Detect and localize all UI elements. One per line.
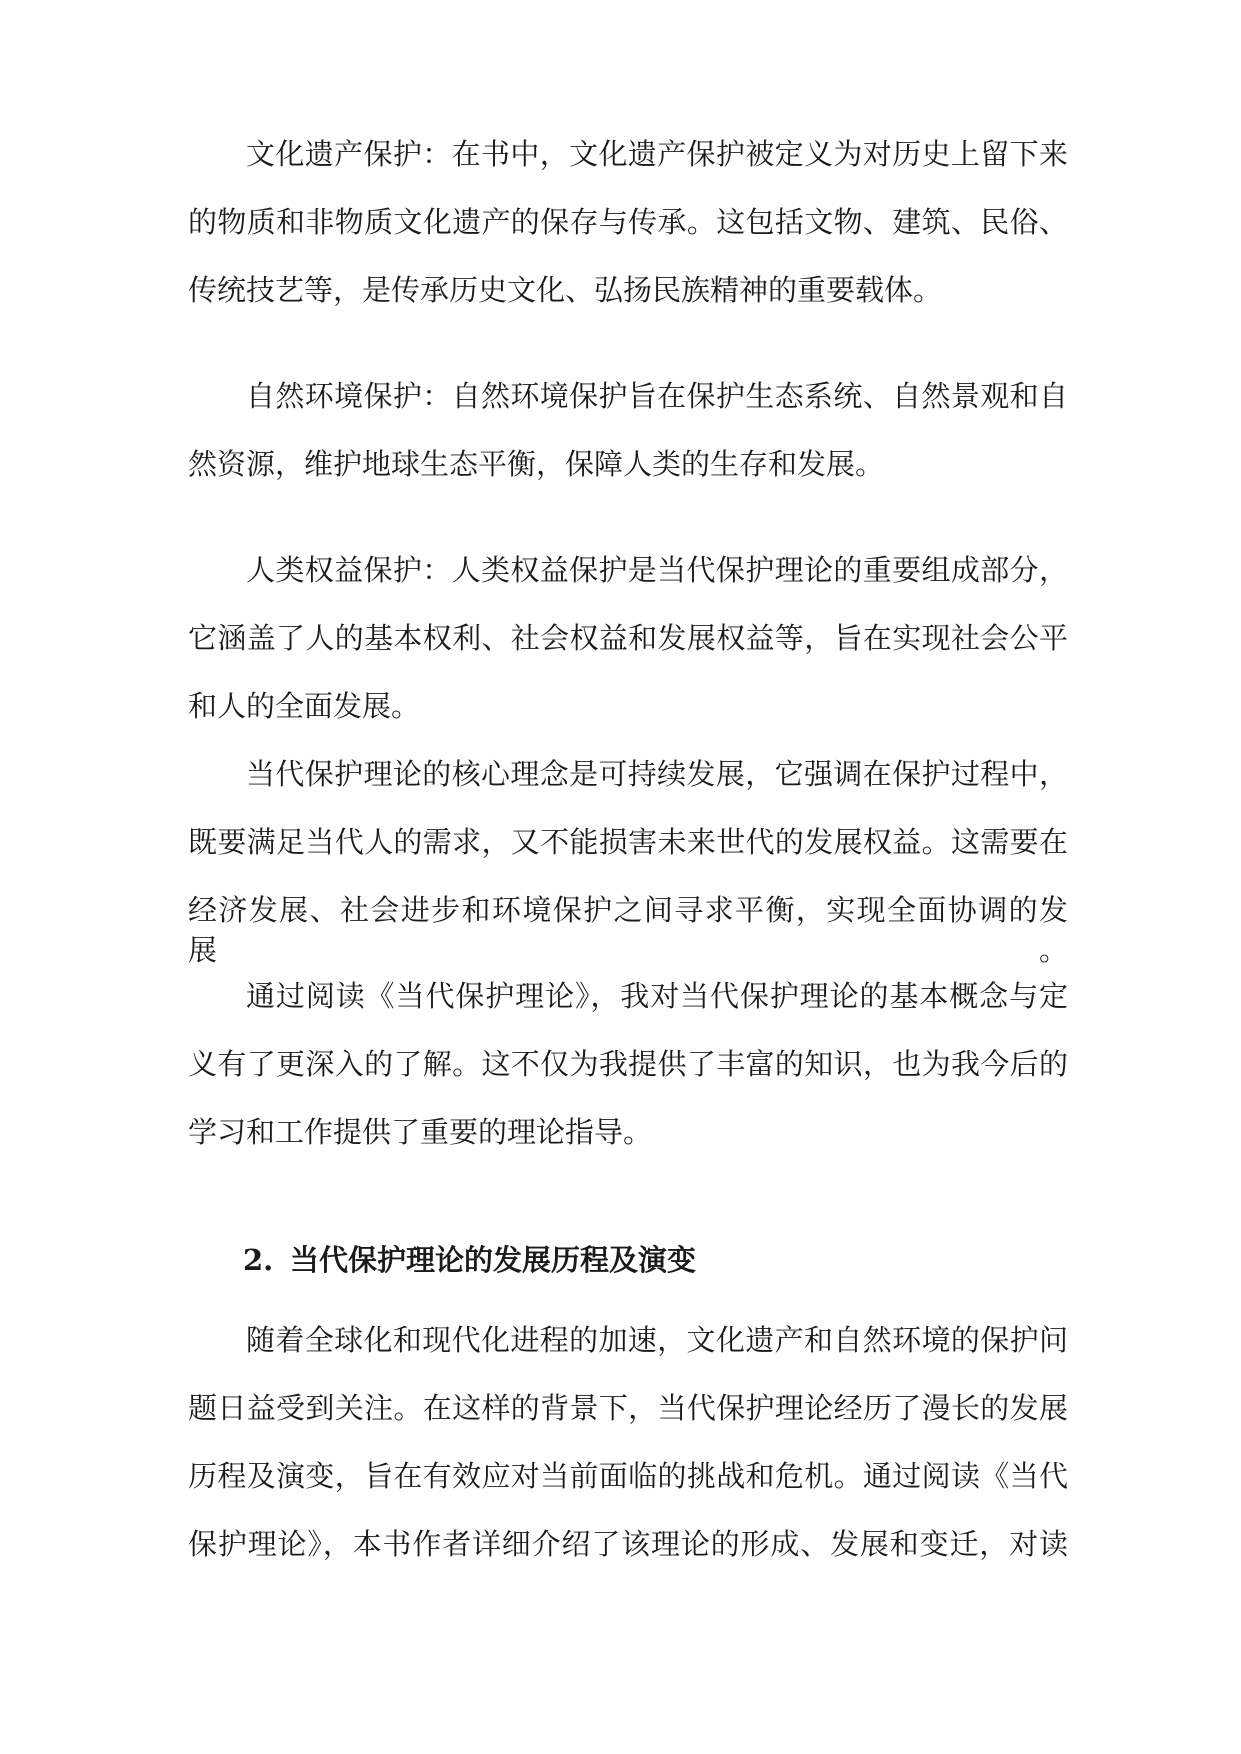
text-line: 义有了更深入的了解。这不仅为我提供了丰富的知识，也为我今后的 — [188, 1047, 1068, 1081]
section-title: 当代保护理论的发展历程及演变 — [290, 1243, 697, 1277]
text-line: 学习和工作提供了重要的理论指导。 — [188, 1115, 653, 1149]
text-line: 保护理论》，本书作者详细介绍了该理论的形成、发展和变迁，对读 — [188, 1527, 1068, 1561]
text-line: 它涵盖了人的基本权利、社会权益和发展权益等，旨在实现社会公平 — [188, 621, 1068, 655]
text-line: 人类权益保护：人类权益保护是当代保护理论的重要组成部分， — [246, 553, 1068, 587]
text-line: 经济发展、社会进步和环境保护之间寻求平衡，实现全面协调的发展。 — [188, 893, 1068, 967]
text-line: 然资源，维护地球生态平衡，保障人类的生存和发展。 — [188, 447, 885, 481]
text-line: 随着全球化和现代化进程的加速，文化遗产和自然环境的保护问 — [246, 1323, 1068, 1357]
section-number: 2. — [243, 1243, 274, 1277]
text-line: 文化遗产保护：在书中，文化遗产保护被定义为对历史上留下来 — [246, 137, 1068, 171]
text-line: 传统技艺等，是传承历史文化、弘扬民族精神的重要载体。 — [188, 273, 943, 307]
text-line: 通过阅读《当代保护理论》，我对当代保护理论的基本概念与定 — [246, 979, 1068, 1013]
text-line: 历程及演变，旨在有效应对当前面临的挑战和危机。通过阅读《当代 — [188, 1459, 1068, 1493]
text-line: 和人的全面发展。 — [188, 689, 421, 723]
text-line: 的物质和非物质文化遗产的保存与传承。这包括文物、建筑、民俗、 — [188, 205, 1068, 239]
text-line: 当代保护理论的核心理念是可持续发展，它强调在保护过程中， — [246, 757, 1068, 791]
text-line: 自然环境保护：自然环境保护旨在保护生态系统、自然景观和自 — [246, 379, 1068, 413]
text-line: 题日益受到关注。在这样的背景下，当代保护理论经历了漫长的发展 — [188, 1391, 1068, 1425]
section-heading — [243, 1240, 696, 1280]
text-line: 既要满足当代人的需求，又不能损害未来世代的发展权益。这需要在 — [188, 825, 1068, 859]
